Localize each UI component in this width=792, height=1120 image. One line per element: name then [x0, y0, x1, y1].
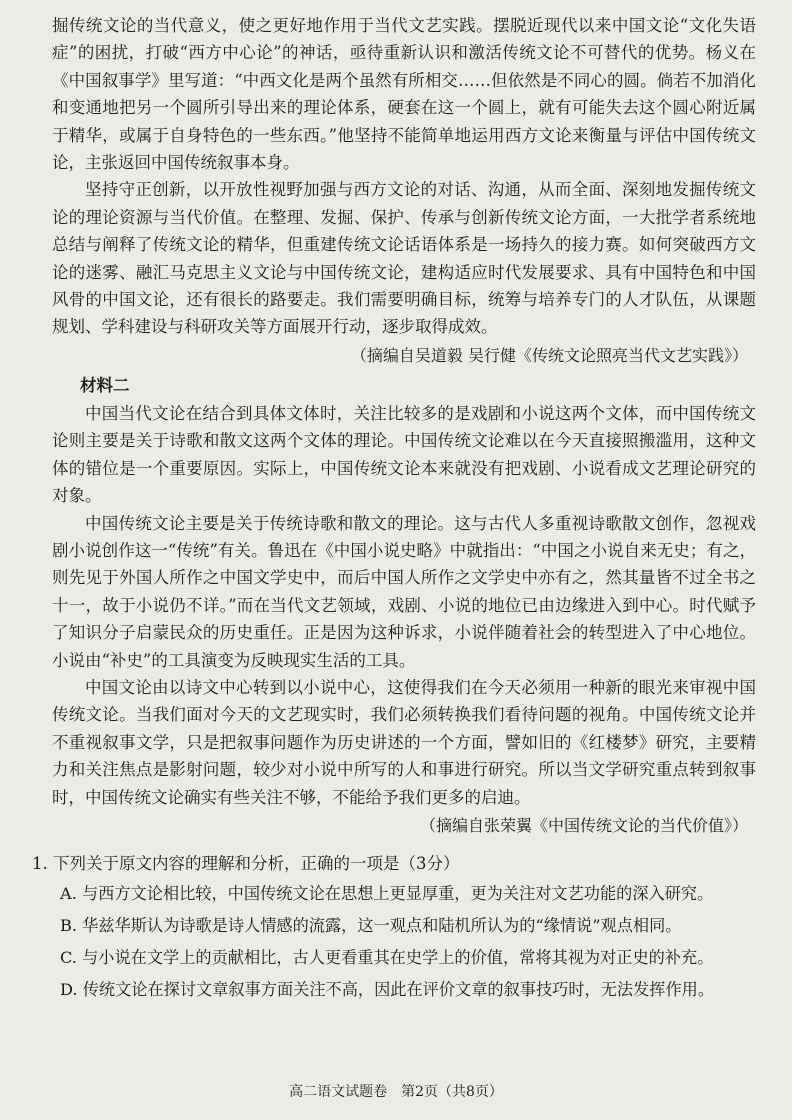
- material2-paragraph-1: 中国当代文论在结合到具体文体时，关注比较多的是戏剧和小说这两个文体，而中国传统文论则主要是关于诗歌和散文这两个文体的理论。中国传统文论难以在今天直接照搬滥用，这种文体的错位是一个重要原因。实际上，中国传统文论本来就没有把戏剧、小说看成文艺理论研究的对象。: [52, 403, 756, 506]
- material1-paragraph-2: 坚持守正创新，以开放性视野加强与西方文论的对话、沟通，从而全面、深刻地发掘传统文论的理论资源与当代价值。在整理、发掘、保护、传承与创新传统文论方面，一大批学者系统地总结与阐释了传统文论的精华，但重建传统文论话语体系是一场持久的接力赛。如何突破西方文论的迷雾、融汇马克思主义文论与中国传统文论，建构适应时代发展要求、具有中国特色和中国风骨的中国文论，还有很长的路要走。我们需要明确目标，统筹与培养专门的人才队伍，从课题规划、学科建设与科研攻关等方面展开行动，逐步取得成效。: [52, 180, 756, 337]
- question-1-option-d: D. 传统文论在探讨文章叙事方面关注不高，因此在评价文章的叙事技巧时，无法发挥作用。: [60, 979, 715, 999]
- material1-paragraph-1: 掘传统文论的当代意义，使之更好地作用于当代文艺实践。摆脱近现代以来中国文论“文化失语症”的困扰，打破“西方中心论”的神话，亟待重新认识和激活传统文论不可替代的优势。杨义在《中国叙事学》里写道：“中西文化是两个虽然有所相交……但依然是不同心的圆。倘若不加消化和变通地把另一个圆所引导出来的理论体系，硬套在这一个圆上，就有可能失去这个圆心附近属于精华，或属于自身特色的一些东西。”他坚持不能简单地运用西方文论来衡量与评估中国传统文论，主张返回中国传统叙事本身。: [52, 16, 756, 173]
- material1-source: （摘编自吴道毅 吴行健《传统文论照亮当代文艺实践》）: [350, 345, 748, 365]
- question-1-option-b: B. 华兹华斯认为诗歌是诗人情感的流露，这一观点和陆机所认为的“缘情说”观点相同。: [60, 915, 682, 935]
- question-1-option-a: A. 与西方文论相比较，中国传统文论在思想上更显厚重，更为关注对文艺功能的深入研究。: [60, 883, 714, 903]
- question-1-options: [52, 878, 756, 1006]
- material2-paragraph-3: 中国文论由以诗文中心转到以小说中心，这使得我们在今天必须用一种新的眼光来审视中国传统文论。当我们面对今天的文艺现实时，我们必须转换我们看待问题的视角。中国传统文论并不重视叙事文学，只是把叙事问题作为历史讲述的一个方面，譬如旧的《红楼梦》研究，主要精力和关注焦点是影射问题，较少对小说中所写的人和事进行研究。所以当文学研究重点转到叙事时，中国传统文论确实有些关注不够，不能给予我们更多的启迪。: [52, 677, 756, 807]
- question-1-option-c: C. 与小说在文学上的贡献相比，古人更看重其在史学上的价值，常将其视为对正史的补充。: [60, 947, 714, 967]
- material2-source: （摘编自张荣翼《中国传统文论的当代价值》）: [419, 815, 748, 835]
- question-1-stem: 1. 下列关于原文内容的理解和分析，正确的一项是（3分）: [32, 853, 460, 873]
- material2-heading: 材料二: [80, 375, 130, 395]
- material2-paragraph-2: 中国传统文论主要是关于传统诗歌和散文的理论。这与古代人多重视诗歌散文创作，忽视戏剧小说创作这一“传统”有关。鲁迅在《中国小说史略》中就指出：“中国之小说自来无史；有之，则先见于外国人所作之中国文学史中，而后中国人所作之文学史中亦有之，然其量皆不过全书之十一，故于小说仍不详。”而在当代文艺领域，戏剧、小说的地位已由边缘进入到中心。时代赋予了知识分子启蒙民众的历史重任。正是因为这种诉求，小说伴随着社会的转型进入了中心地位。小说由“补史”的工具演变为反映现实生活的工具。: [52, 513, 756, 670]
- page-footer: 高二语文试题卷 第2页（共8页）: [289, 1084, 503, 1100]
